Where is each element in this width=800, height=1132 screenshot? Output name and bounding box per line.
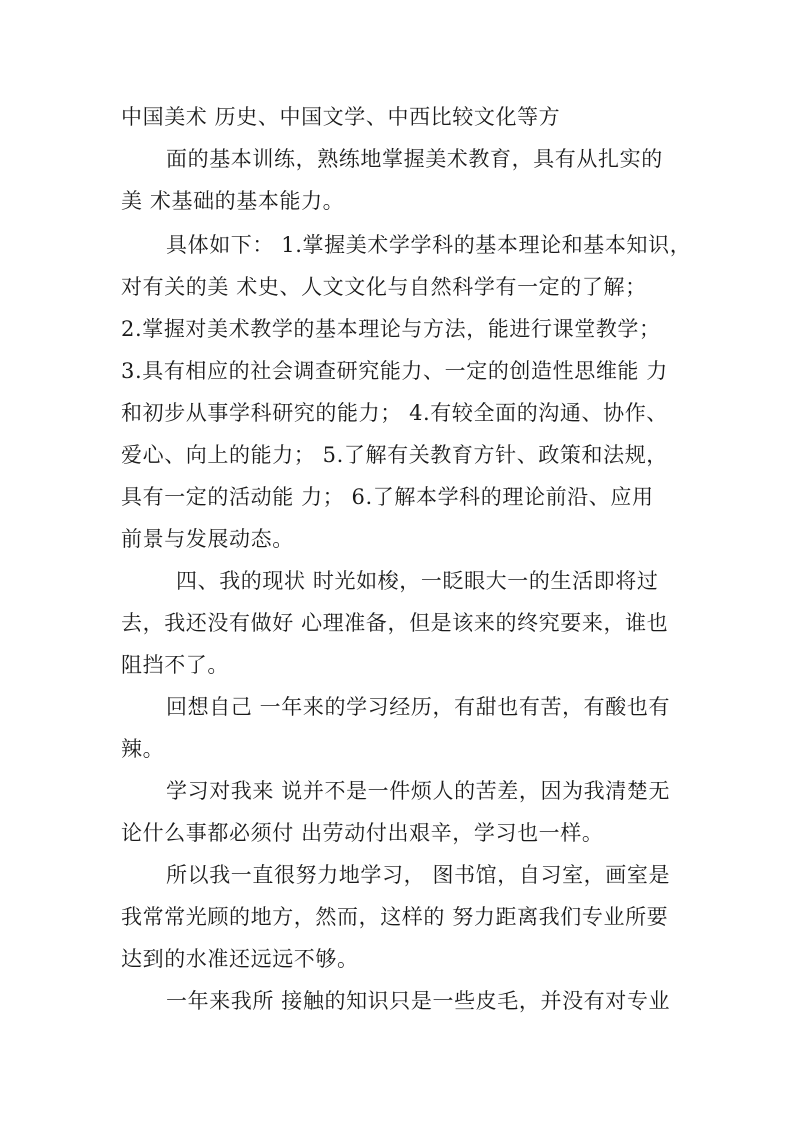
text-line: 爱心、向上的能力； 5.了解有关教育方针、政策和法规， [121, 443, 668, 467]
text-line: 去，我还没有做好 心理准备，但是该来的终究要来，谁也 [121, 611, 669, 635]
text-line: 论什么事都必须付 出劳动付出艰辛，学习也一样。 [121, 821, 604, 845]
text-line: 阻挡不了。 [121, 653, 229, 677]
text-line: 辣。 [121, 737, 165, 761]
text-line: 一年来我所 接触的知识只是一些皮毛，并没有对专业 [166, 989, 671, 1013]
text-line: 3.具有相应的社会调查研究能力、一定的创造性思维能 力 [121, 359, 668, 383]
text-line: 对有关的美 术史、人文文化与自然科学有一定的了解； [121, 275, 647, 299]
text-line: 具有一定的活动能 力； 6.了解本学科的理论前沿、应用 [121, 485, 654, 509]
text-line: 2.掌握对美术教学的基本理论与方法，能进行课堂教学； [121, 317, 661, 341]
text-line: 学习对我来 说并不是一件烦人的苦差，因为我清楚无 [166, 779, 671, 803]
text-line: 前景与发展动态。 [121, 527, 294, 551]
text-line: 回想自己 一年来的学习经历，有甜也有苦，有酸也有 [166, 695, 671, 719]
text-line: 我常常光顾的地方，然而，这样的 努力距离我们专业所要 [121, 905, 669, 929]
text-line: 达到的水准还远远不够。 [121, 947, 359, 971]
text-line: 面的基本训练，熟练地掌握美术教育，具有从扎实的 [166, 147, 663, 171]
text-line: 美 术基础的基本能力。 [121, 189, 345, 213]
text-line: 和初步从事学科研究的能力； 4.有较全面的沟通、协作、 [121, 401, 668, 425]
text-line: 具体如下： 1.掌握美术学学科的基本理论和基本知识， [166, 233, 692, 257]
text-line: 中国美术 历史、中国文学、中西比较文化等方 [121, 105, 561, 129]
text-line: 所以我一直很努力地学习， 图书馆，自习室，画室是 [166, 863, 671, 887]
text-line: 四、我的现状 时光如梭，一眨眼大一的生活即将过 [176, 569, 659, 593]
